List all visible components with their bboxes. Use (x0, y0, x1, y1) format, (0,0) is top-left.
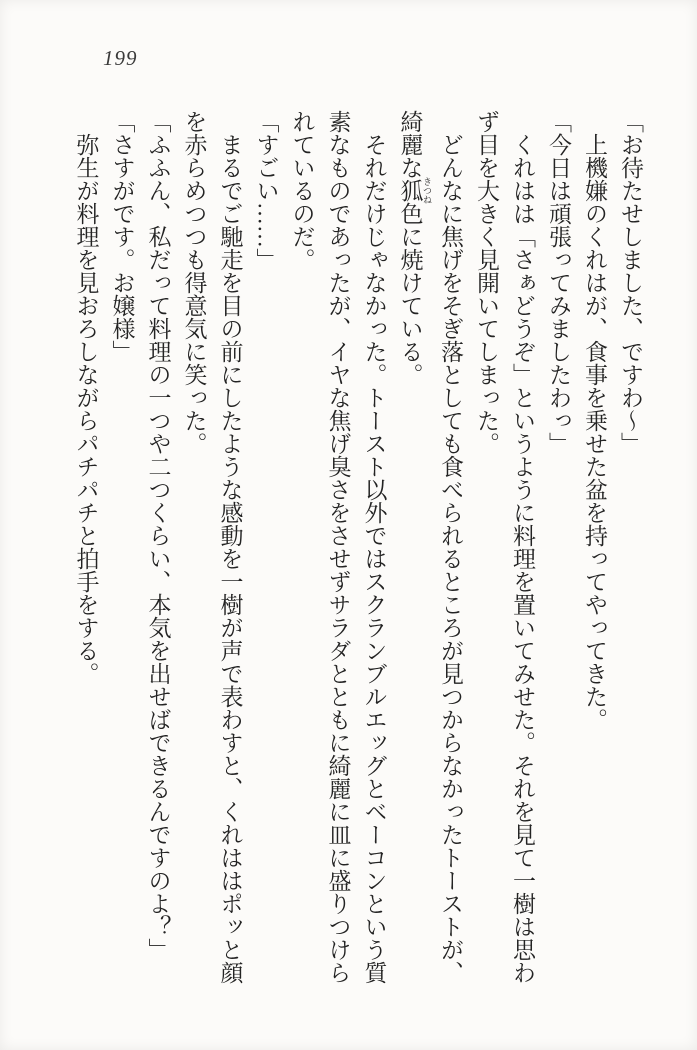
text-column: 素なものであったが、イヤな焦げ臭さをさせずサラダとともに綺麗に皿に盛りつけら (325, 110, 351, 984)
text-column: 上機嫌のくれはが、食事を乗せた盆を持ってやってきた。 (582, 133, 607, 731)
text-column: 「今日は頑張ってみましたわっ」 (546, 110, 571, 455)
text-column: を赤らめつつも得意気に笑った。 (181, 110, 207, 455)
text-column: 弥生が料理を見おろしながらパチパチと拍手をする。 (73, 133, 99, 685)
furigana-ruby: 狐 きつね (397, 177, 432, 204)
text-column: 「さすがです。お嬢様」 (109, 110, 135, 363)
text-column: くれはは「さぁどうぞ」というように料理を置いてみせた。それを見て一樹は思わ (510, 133, 535, 984)
text-column: まるでご馳走を目の前にしたような感動を一樹が声で表わすと、くれははポッと顔 (217, 133, 243, 984)
text-column: 「お待たせしました、ですわ～」 (618, 110, 643, 455)
page-number: 199 (103, 46, 138, 70)
text-column: ず目を大きく見開いてしまった。 (474, 110, 499, 455)
text-column: 「ふふん、私だって料理の一つや二つくらい、本気を出せばできるんですのよ？」 (145, 110, 171, 961)
text-column: それだけじゃなかった。トースト以外ではスクランブルエッグとベーコンという質 (361, 133, 387, 984)
text-column: 綺麗な狐 きつね色に焼けている。 (397, 110, 432, 386)
vertical-text-block (68, 110, 649, 990)
text-column: 「すごい……」 (253, 110, 279, 271)
text-column: どんなに焦げをそぎ落としても食べられるところが見つからなかったトーストが、 (438, 133, 463, 984)
text-column: れているのだ。 (289, 110, 315, 271)
